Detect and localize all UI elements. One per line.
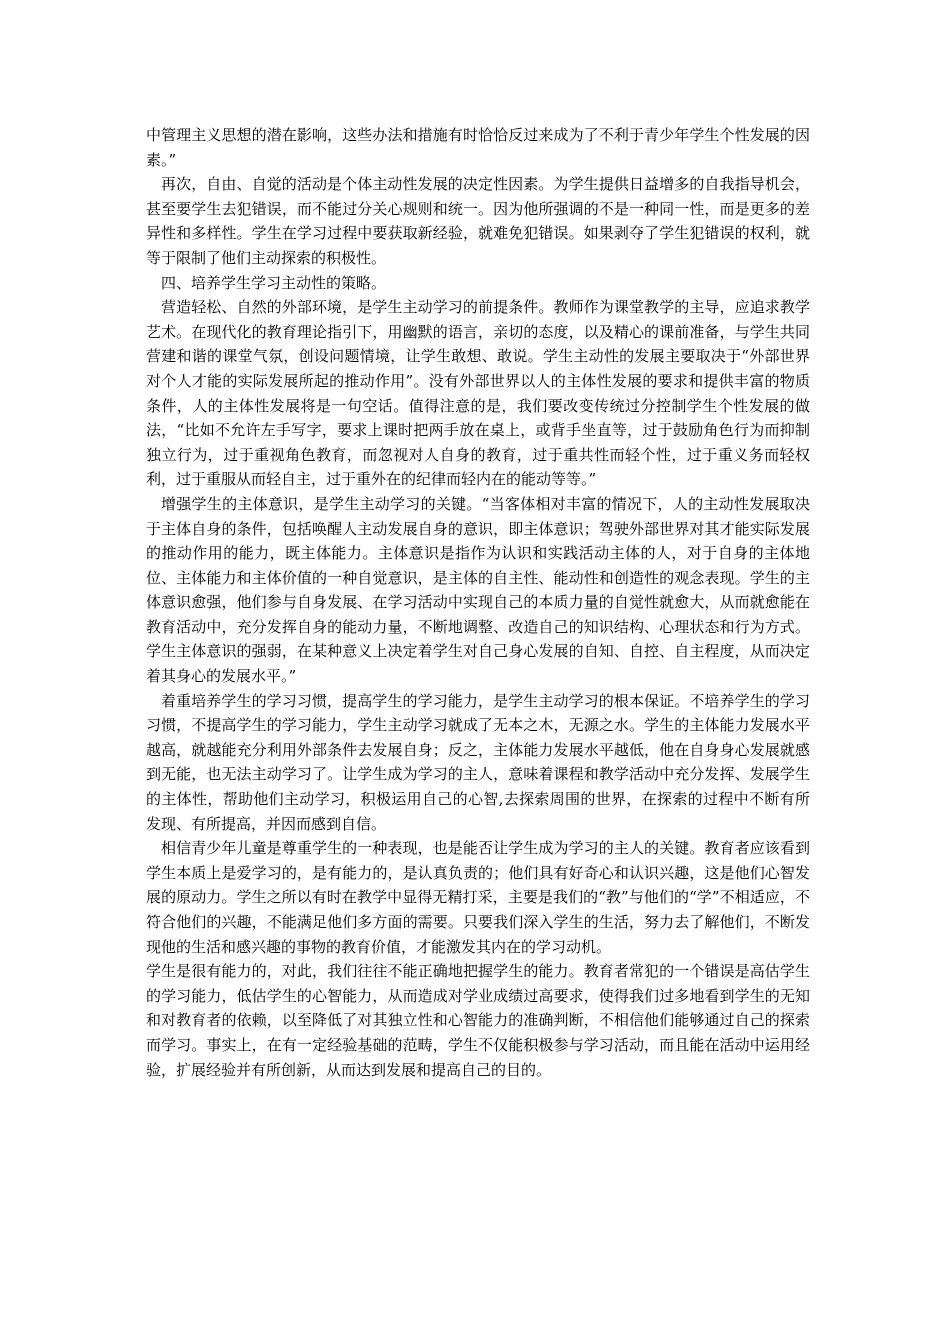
paragraph-trust-children: 相信青少年儿童是尊重学生的一种表现，也是能否让学生成为学习的主人的关键。教育者应该看到学生本质上是爱学习的，是有能力的，是认真负责的；他们具有好奇心和认识兴趣，这是他们心智发展的原动力。学生之所以有时在教学中显得无精打采，主要是我们的“教”与他们的“学”不相适应，不符合他们的兴趣，不能满足他们多方面的需要。只要我们深入学生的生活，努力去了解他们，不断发现他的生活和感兴趣的事物的教育价值，才能激发其内在的学习动机。 xyxy=(146,839,810,956)
paragraph-external-environment: 营造轻松、自然的外部环境，是学生主动学习的前提条件。教师作为课堂教学的主导，应追求教学艺术。在现代化的教育理论指引下，用幽默的语言，亲切的态度，以及精心的课前准备，与学生共同营建和谐的课堂气氛，创设问题情境，让学生敢想、敢说。学生主动性的发展主要取决于“外部世界对个人才能的实际发展所起的推动作用”。没有外部世界以人的主体性发展的要求和提供丰富的物质条件，人的主体性发展将是一句空话。值得注意的是，我们要改变传统过分控制学生个性发展的做法，“比如不允许左手写字，要求上课时把两手放在桌上，或背手坐直等，过于鼓励角色行为而抑制独立行为，过于重视角色教育，而忽视对人自身的教育，过于重共性而轻个性，过于重义务而轻权利，过于重服从而轻自主，过于重外在的纪律而轻内在的能动等等。” xyxy=(146,298,810,489)
paragraph-student-ability: 学生是很有能力的，对此，我们往往不能正确地把握学生的能力。教育者常犯的一个错误是高估学生的学习能力，低估学生的心智能力，从而造成对学业成绩过高要求，使得我们过多地看到学生的无知和对教育者的依赖，以至降低了对其独立性和心智能力的准确判断，不相信他们能够通过自己的探索而学习。事实上，在有一定经验基础的范畴，学生不仅能积极参与学习活动，而且能在活动中运用经验，扩展经验并有所创新，从而达到发展和提高自己的目的。 xyxy=(146,962,810,1079)
section-heading-strategies: 四、培养学生学习主动性的策略。 xyxy=(161,273,387,292)
paragraph-continuation: 中管理主义思想的潜在影响，这些办法和措施有时恰恰反过来成为了不利于青少年学生个性发展的因素。” xyxy=(146,126,810,169)
document-body xyxy=(146,123,810,1082)
paragraph-subject-awareness: 增强学生的主体意识，是学生主动学习的关键。“当客体相对丰富的情况下，人的主动性发展取决于主体自身的条件，包括唤醒人主动发展自身的意识，即主体意识；驾驶外部世界对其才能实际发展的推动作用的能力，既主体能力。主体意识是指作为认识和实践活动主体的人，对于自身的主体地位、主体能力和主体价值的一种自觉意识，是主体的自主性、能动性和创造性的观念表现。学生的主体意识愈强，他们参与自身发展、在学习活动中实现自己的本质力量的自觉性就愈大，从而就愈能在教育活动中，充分发挥自身的能动力量，不断地调整、改造自己的知识结构、心理状态和行为方式。学生主体意识的强弱，在某种意义上决定着学生对自己身心发展的自知、自控、自主程度，从而决定着其身心的发展水平。” xyxy=(146,494,810,686)
paragraph-learning-habits: 着重培养学生的学习习惯，提高学生的学习能力，是学生主动学习的根本保证。不培养学生的学习习惯，不提高学生的学习能力，学生主动学习就成了无本之木，无源之水。学生的主体能力发展水平越高，就越能充分利用外部条件去发展自身；反之，主体能力发展水平越低，他在自身身心发展就感到无能，也无法主动学习了。让学生成为学习的主人，意味着课程和教学活动中充分发挥、发展学生的主体性，帮助他们主动学习，积极运用自己的心智,去探索周围的世界，在探索的过程中不断有所发现、有所提高，并因而感到自信。 xyxy=(146,691,810,833)
paragraph-self-directed-activity: 再次，自由、自觉的活动是个体主动性发展的决定性因素。为学生提供日益增多的自我指导机会，甚至要学生去犯错误，而不能过分关心规则和统一。因为他所强调的不是一种同一性，而是更多的差异性和多样性。学生在学习过程中要获取新经验，就难免犯错误。如果剥夺了学生犯错误的权利，就等于限制了他们主动探索的积极性。 xyxy=(146,175,810,267)
